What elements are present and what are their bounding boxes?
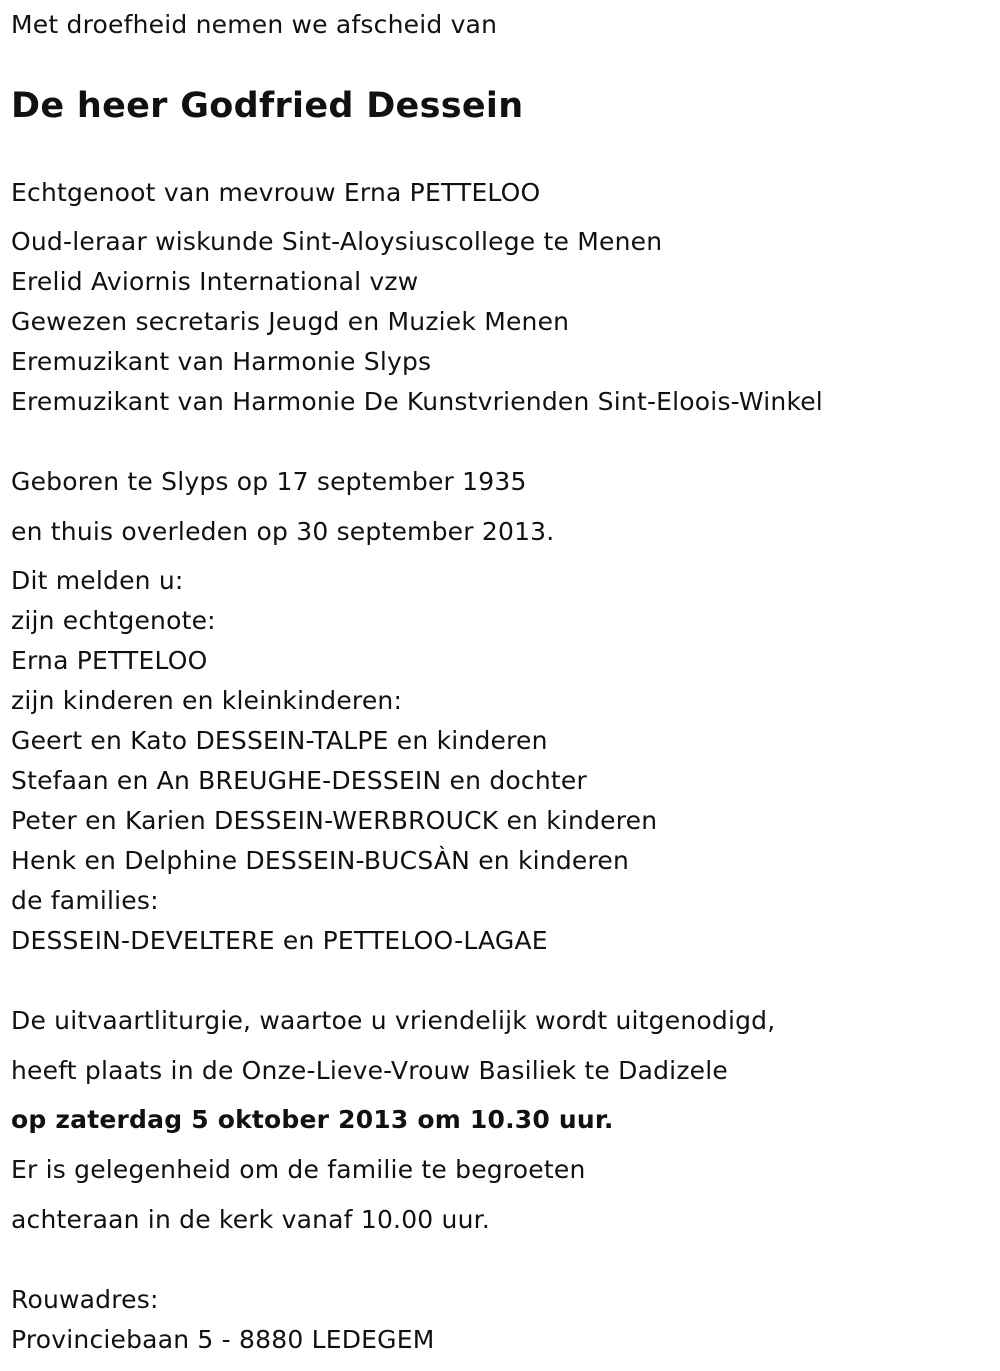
announcers-heading: Dit melden u: [11, 566, 184, 595]
children-label: zijn kinderen en kleinkinderen: [11, 686, 403, 715]
birth-line: Geboren te Slyps op 17 september 1935 [11, 467, 527, 496]
title-line: Eremuzikant van Harmonie De Kunstvrienden Sint-Eloois-Winkel [11, 387, 823, 416]
child-family-line: Stefaan en An BREUGHE-DESSEIN en dochter [11, 766, 587, 795]
address-label: Rouwadres: [11, 1285, 159, 1314]
funeral-datetime: op zaterdag 5 oktober 2013 om 10.30 uur. [11, 1105, 614, 1134]
child-family-line: Geert en Kato DESSEIN-TALPE en kinderen [11, 726, 548, 755]
child-family-line: Henk en Delphine DESSEIN-BUCSÀN en kinderen [11, 846, 630, 875]
funeral-location: heeft plaats in de Onze-Lieve-Vrouw Basiliek te Dadizele [11, 1056, 728, 1085]
title-line: Erelid Aviornis International vzw [11, 267, 419, 296]
greeting-time: achteraan in de kerk vanaf 10.00 uur. [11, 1205, 490, 1234]
intro-text: Met droefheid nemen we afscheid van [11, 10, 498, 39]
title-line: Oud-leraar wiskunde Sint-Aloysiuscollege te Menen [11, 227, 663, 256]
title-line: Eremuzikant van Harmonie Slyps [11, 347, 432, 376]
spouse-line: Echtgenoot van mevrouw Erna PETTELOO [11, 178, 541, 207]
address-value: Provinciebaan 5 - 8880 LEDEGEM [11, 1325, 435, 1354]
spouse-label: zijn echtgenote: [11, 606, 216, 635]
families-label: de families: [11, 886, 159, 915]
greeting-line: Er is gelegenheid om de familie te begroeten [11, 1155, 586, 1184]
families-names: DESSEIN-DEVELTERE en PETTELOO-LAGAE [11, 926, 548, 955]
deceased-name: De heer Godfried Dessein [11, 86, 524, 126]
funeral-line: De uitvaartliturgie, waartoe u vriendelijk wordt uitgenodigd, [11, 1006, 776, 1035]
child-family-line: Peter en Karien DESSEIN-WERBROUCK en kinderen [11, 806, 658, 835]
spouse-name: Erna PETTELOO [11, 646, 208, 675]
title-line: Gewezen secretaris Jeugd en Muziek Menen [11, 307, 570, 336]
death-line: en thuis overleden op 30 september 2013. [11, 517, 555, 546]
